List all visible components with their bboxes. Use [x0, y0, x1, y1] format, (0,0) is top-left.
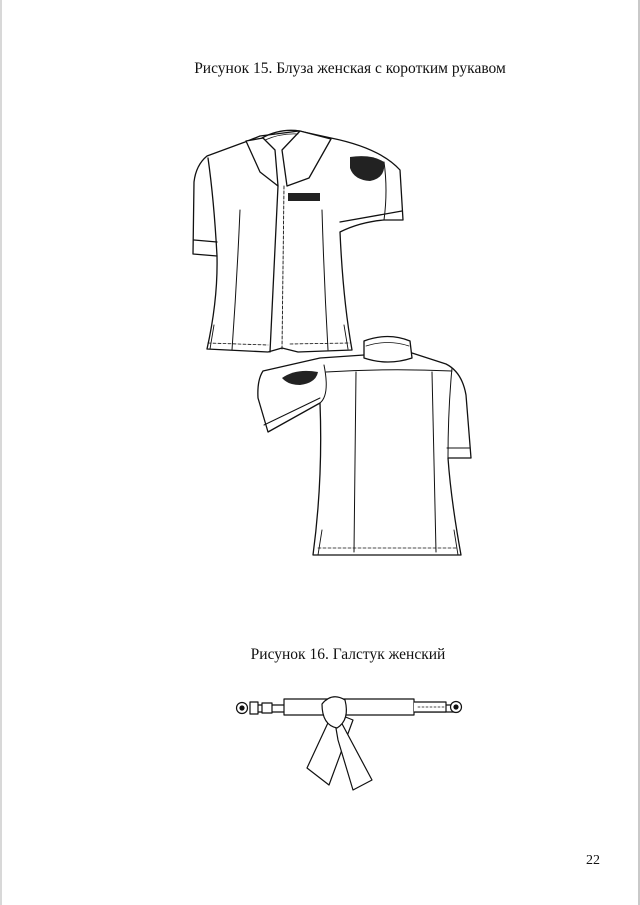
tie-illustration	[237, 697, 462, 790]
figure-15-caption: Рисунок 15. Блуза женская с коротким рукавом	[194, 60, 506, 77]
name-badge-shape	[288, 193, 320, 201]
page-number: 22	[586, 853, 600, 868]
figure-16-caption: Рисунок 16. Галстук женский	[250, 646, 446, 663]
blouse-back-illustration	[258, 337, 471, 556]
